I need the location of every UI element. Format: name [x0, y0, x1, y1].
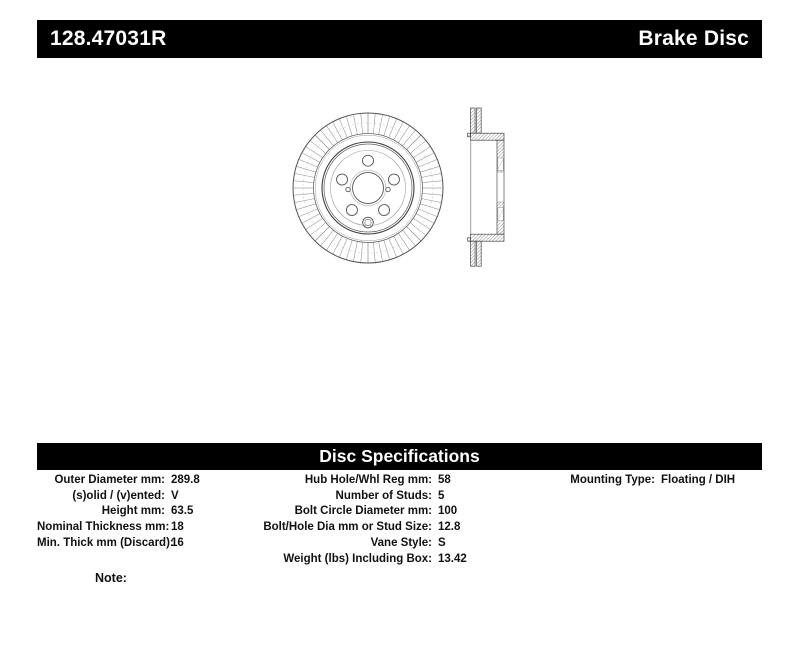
spec-label: Vane Style:: [370, 536, 432, 549]
spec-column-right: [560, 473, 735, 489]
spec-value: V: [171, 489, 179, 502]
spec-label: Bolt/Hole Dia mm or Stud Size:: [263, 521, 432, 534]
spec-row-outer-diameter: [37, 473, 200, 489]
product-type-title: Brake Disc: [638, 27, 749, 50]
note-label: Note:: [95, 571, 127, 585]
spec-column-left: [37, 473, 200, 552]
spec-row-mounting-type: [560, 473, 735, 489]
spec-column-middle: [260, 473, 467, 567]
spec-row-solid-vented: [37, 489, 200, 505]
spec-row-min-thick: [37, 536, 200, 552]
spec-value: 5: [438, 489, 445, 502]
spec-row-vane-style: [260, 536, 467, 552]
spec-row-bolt-circle-diameter: [260, 504, 467, 520]
spec-label: Mounting Type:: [570, 474, 655, 486]
spec-value: 63.5: [171, 505, 194, 518]
spec-value: 13.42: [438, 552, 467, 565]
spec-label: Outer Diameter mm:: [54, 474, 165, 486]
brake-disc-drawing: [270, 98, 520, 273]
spec-label: Number of Studs:: [335, 489, 432, 502]
spec-row-bolt-hole-dia: [260, 520, 467, 536]
spec-label: Weight (lbs) Including Box:: [283, 552, 432, 565]
disc-cross-section-view: [468, 108, 505, 266]
spec-section-title-bar: [37, 443, 762, 470]
spec-label: Height mm:: [101, 505, 165, 518]
spec-value: S: [438, 536, 446, 549]
spec-row-weight: [260, 552, 467, 568]
spec-value: 16: [171, 536, 184, 549]
spec-label: Bolt Circle Diameter mm:: [294, 505, 432, 518]
part-number: 128.47031R: [50, 27, 167, 50]
spec-value: Floating / DIH: [661, 474, 736, 486]
spec-value: 18: [171, 521, 184, 534]
spec-row-number-of-studs: [260, 489, 467, 505]
spec-label: Min. Thick mm (Discard):: [37, 536, 174, 549]
spec-row-height: [37, 504, 200, 520]
header-bar: [37, 20, 762, 58]
spec-label: Nominal Thickness mm:: [37, 521, 170, 534]
spec-value: 12.8: [438, 521, 461, 534]
spec-row-nominal-thickness: [37, 520, 200, 536]
spec-label: (s)olid / (v)ented:: [72, 489, 165, 502]
spec-value: 58: [438, 474, 451, 486]
spec-section-title: Disc Specifications: [319, 446, 480, 466]
disc-front-view: [293, 113, 443, 263]
spec-row-hub-hole: [260, 473, 467, 489]
spec-value: 100: [438, 505, 458, 518]
spec-label: Hub Hole/Whl Reg mm:: [304, 474, 432, 486]
spec-value: 289.8: [171, 474, 200, 486]
